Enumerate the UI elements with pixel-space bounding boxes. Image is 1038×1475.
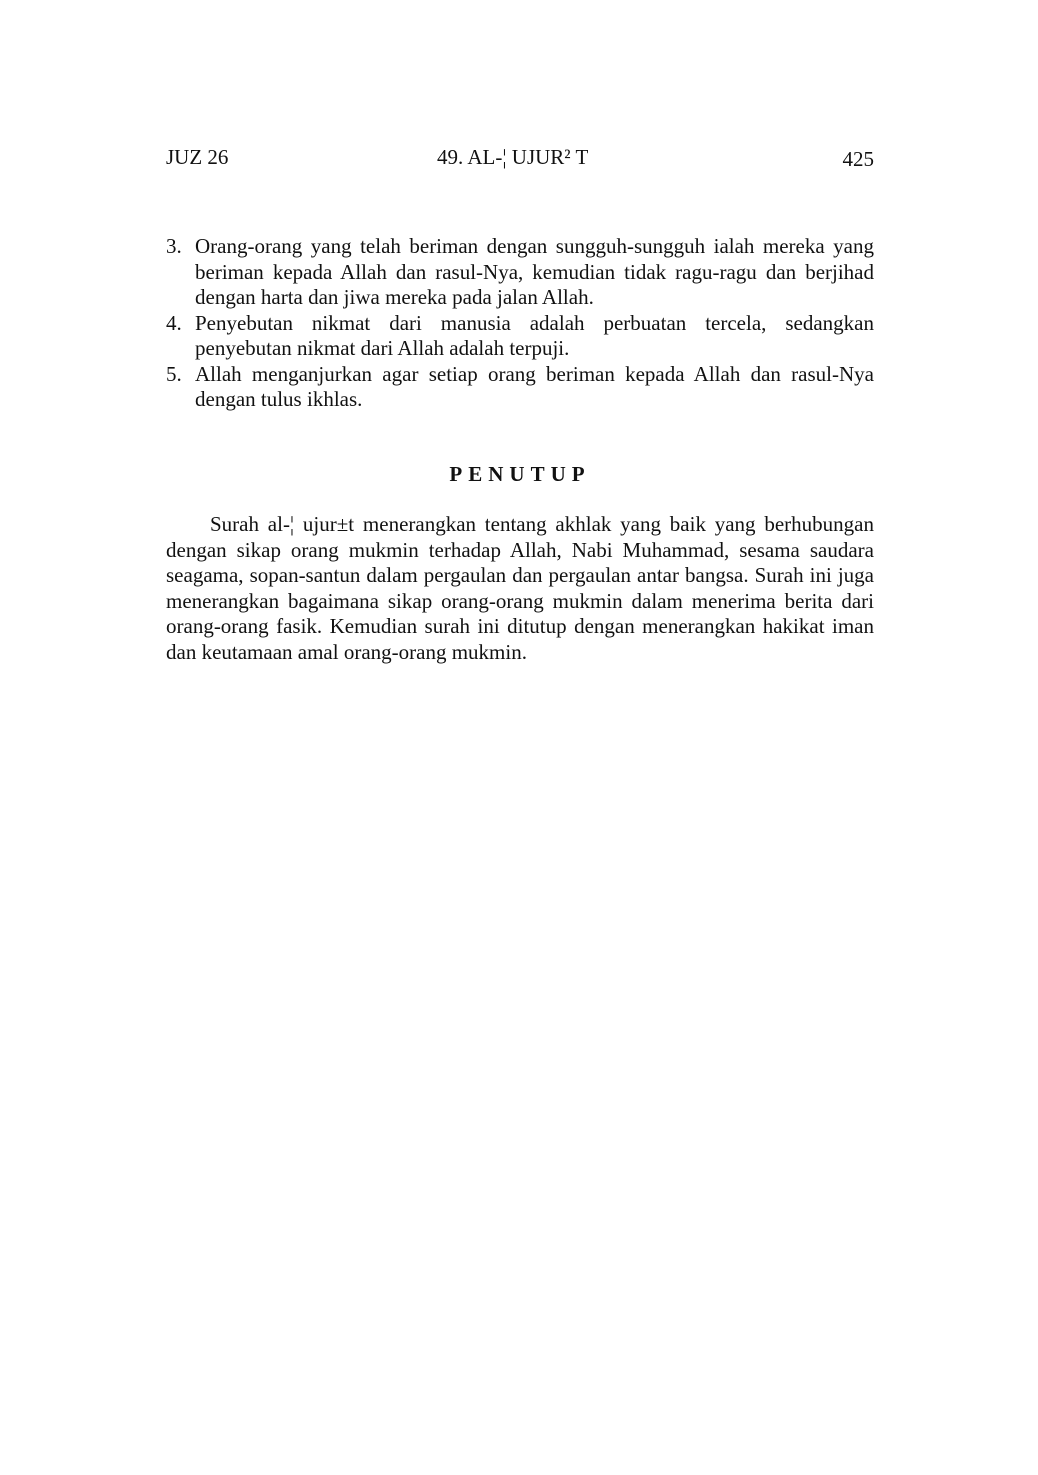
list-item-text: Allah menganjurkan agar setiap orang beriman kepada Allah dan rasul-Nya dengan tulus ikhlas.: [195, 361, 874, 411]
list-item-number: 5.: [166, 361, 182, 386]
section-title: PENUTUP: [449, 462, 591, 486]
list-item-text: Orang-orang yang telah beriman dengan sungguh-sungguh ialah mereka yang beriman kepada Allah dan rasul-Nya, kemudian tidak ragu-ragu dan berjihad dengan harta dan jiwa mereka pada jalan Allah.: [195, 234, 874, 309]
list-item-text: Penyebutan nikmat dari manusia adalah perbuatan tercela, sedangkan penyebutan nikmat dari Allah adalah terpuji.: [195, 310, 874, 360]
page-number: 425: [842, 147, 874, 171]
list-item-number: 3.: [166, 234, 182, 258]
list-item-number: 4.: [166, 310, 182, 335]
page-header: [166, 145, 874, 173]
juz-label: JUZ 26: [166, 145, 229, 169]
list-item-4: [166, 311, 874, 362]
surah-title: 49. AL-¦ UJUR² T: [437, 145, 589, 169]
conclusion-list: [166, 234, 874, 413]
list-item-3: [166, 234, 874, 311]
list-item-5: [166, 362, 874, 413]
closing-paragraph: Surah al-¦ ujur±t menerangkan tentang akhlak yang baik yang berhubungan dengan sikap orang mukmin terhadap Allah, Nabi Muhammad, sesama saudara seagama, sopan-santun dalam pergaulan dan pergaulan antar bangsa. Surah ini juga menerangkan bagaimana sikap orang-orang mukmin dalam menerima berita dari orang-orang fasik. Kemudian surah ini ditutup dengan menerangkan hakikat iman dan keutamaan amal orang-orang mukmin.: [166, 512, 880, 664]
